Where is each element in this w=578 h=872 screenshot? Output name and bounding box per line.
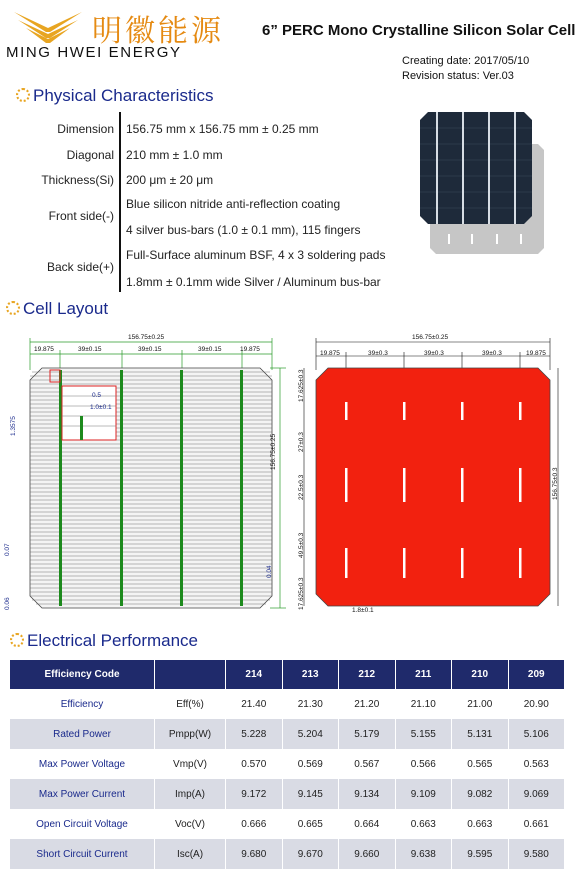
table-header-row (10, 660, 565, 689)
cell-value: 5.106 (508, 719, 565, 749)
back-total-width: 156.75±0.25 (412, 334, 449, 341)
front-seg-4: 39±0.15 (198, 346, 222, 353)
thickness-value: 200 μm ± 20 μm (126, 173, 214, 187)
row-symbol: Eff(%) (155, 689, 226, 719)
table-row (10, 839, 565, 869)
cell-value: 0.563 (508, 749, 565, 779)
table-row (10, 809, 565, 839)
back-side-label: Back side(+) (46, 260, 114, 274)
table-row (10, 719, 565, 749)
cell-value: 0.664 (339, 809, 396, 839)
back-vdim-4: 49.5±0.3 (298, 532, 305, 558)
header-code: 210 (452, 660, 509, 689)
physical-section-header (16, 86, 213, 106)
revision-status: Revision status: Ver.03 (402, 70, 514, 82)
back-layout-drawing (298, 330, 570, 620)
front-seg-5: 19.875 (240, 346, 260, 353)
front-side-height: 156.75±0.25 (270, 433, 277, 470)
document-title: 6” PERC Mono Crystalline Silicon Solar Cell (262, 22, 576, 39)
front-side-label: Front side(-) (48, 209, 114, 223)
cell-value: 0.665 (282, 809, 339, 839)
header-empty (155, 660, 226, 689)
logo-chinese-name: 明徽能源 (92, 14, 224, 49)
cell-value: 9.069 (508, 779, 565, 809)
cell-value: 0.663 (452, 809, 509, 839)
cell-value: 9.680 (226, 839, 283, 869)
header-efficiency-code: Efficiency Code (10, 660, 155, 689)
sun-bullet-icon (6, 301, 20, 315)
back-vdim-2: 27±0.3 (298, 432, 305, 452)
row-name: Max Power Current (10, 779, 155, 809)
row-name: Max Power Voltage (10, 749, 155, 779)
cell-value: 9.660 (339, 839, 396, 869)
row-name: Open Circuit Voltage (10, 809, 155, 839)
cell-value: 9.082 (452, 779, 509, 809)
cell-value: 9.172 (226, 779, 283, 809)
cell-value: 0.570 (226, 749, 283, 779)
row-symbol: Pmpp(W) (155, 719, 226, 749)
front-side-value-2: 4 silver bus-bars (1.0 ± 0.1 mm), 115 fingers (126, 223, 361, 237)
cell-value: 21.40 (226, 689, 283, 719)
thickness-label: Thickness(Si) (41, 173, 114, 187)
header-code: 211 (395, 660, 452, 689)
cell-value: 21.00 (452, 689, 509, 719)
dimension-label: Dimension (57, 122, 114, 136)
cell-value: 0.569 (282, 749, 339, 779)
cell-value: 9.145 (282, 779, 339, 809)
back-pad-width: 1.8±0.1 (352, 607, 374, 614)
back-vdim-1: 17.625±0.3 (298, 369, 305, 402)
electrical-section-header (10, 631, 198, 651)
table-row (10, 749, 565, 779)
back-seg-3: 39±0.3 (424, 350, 444, 357)
front-seg-3: 39±0.15 (138, 346, 162, 353)
cell-value: 9.134 (339, 779, 396, 809)
cell-value: 5.131 (452, 719, 509, 749)
front-bottom-left-dim-2: 0.06 (4, 597, 11, 610)
cell-value: 9.109 (395, 779, 452, 809)
sun-bullet-icon (10, 633, 24, 647)
logo-mark-icon (6, 8, 90, 44)
electrical-table (10, 660, 565, 869)
diagonal-label: Diagonal (66, 148, 114, 162)
cell-value: 5.228 (226, 719, 283, 749)
cell-value: 21.30 (282, 689, 339, 719)
row-name: Rated Power (10, 719, 155, 749)
logo-english-name: MING HWEI ENERGY (6, 44, 182, 61)
cell-value: 20.90 (508, 689, 565, 719)
layout-section-header (6, 299, 108, 319)
physical-section-title: Physical Characteristics (33, 86, 214, 105)
cell-value: 0.565 (452, 749, 509, 779)
physical-divider (119, 112, 121, 292)
front-bottom-left-dim: 0.07 (4, 543, 11, 556)
layout-section-title: Cell Layout (23, 299, 109, 318)
zoom-dim-b: 1.0±0.1 (90, 404, 112, 411)
creating-date: Creating date: 2017/05/10 (402, 55, 530, 67)
sun-bullet-icon (16, 88, 30, 102)
cell-value: 0.566 (395, 749, 452, 779)
cell-value: 9.595 (452, 839, 509, 869)
header-code: 212 (339, 660, 396, 689)
front-left-dim: 1.3575 (10, 416, 17, 436)
cell-value: 0.666 (226, 809, 283, 839)
front-total-width: 156.75±0.25 (128, 334, 165, 341)
back-seg-4: 39±0.3 (482, 350, 502, 357)
diagonal-value: 210 mm ± 1.0 mm (126, 148, 223, 162)
row-symbol: Voc(V) (155, 809, 226, 839)
zoom-dim-a: 0.5 (92, 392, 102, 399)
back-side-value-2: 1.8mm ± 0.1mm wide Silver / Aluminum bus-bar (126, 275, 381, 289)
cell-value: 0.661 (508, 809, 565, 839)
header-code: 213 (282, 660, 339, 689)
electrical-section-title: Electrical Performance (27, 631, 199, 650)
cell-value: 5.179 (339, 719, 396, 749)
row-symbol: Imp(A) (155, 779, 226, 809)
back-vdim-3: 22.5±0.3 (298, 474, 305, 500)
cell-value: 9.638 (395, 839, 452, 869)
back-seg-2: 39±0.3 (368, 350, 388, 357)
table-row (10, 689, 565, 719)
cell-value: 5.155 (395, 719, 452, 749)
cell-value: 5.204 (282, 719, 339, 749)
front-layout-drawing (2, 330, 290, 616)
row-name: Short Circuit Current (10, 839, 155, 869)
dimension-value: 156.75 mm x 156.75 mm ± 0.25 mm (126, 122, 319, 136)
header-code: 209 (508, 660, 565, 689)
back-vdim-5: 17.625±0.3 (298, 577, 305, 610)
cell-photo (416, 108, 552, 260)
header-code: 214 (226, 660, 283, 689)
back-seg-5: 19.875 (526, 350, 546, 357)
front-seg-2: 39±0.15 (78, 346, 102, 353)
cell-value: 0.663 (395, 809, 452, 839)
cell-value: 21.10 (395, 689, 452, 719)
back-side-height: 156.75±0.3 (552, 467, 559, 500)
cell-value: 9.580 (508, 839, 565, 869)
front-seg-1: 19.875 (34, 346, 54, 353)
row-name: Efficiency (10, 689, 155, 719)
back-side-value: Full-Surface aluminum BSF, 4 x 3 soldering pads (126, 248, 386, 262)
cell-value: 0.567 (339, 749, 396, 779)
cell-value: 21.20 (339, 689, 396, 719)
cell-value: 9.670 (282, 839, 339, 869)
table-row (10, 779, 565, 809)
front-side-value: Blue silicon nitride anti-reflection coating (126, 197, 341, 211)
back-seg-1: 19.875 (320, 350, 340, 357)
row-symbol: Isc(A) (155, 839, 226, 869)
front-bottom-right-dim: 0.04 (266, 565, 273, 578)
row-symbol: Vmp(V) (155, 749, 226, 779)
